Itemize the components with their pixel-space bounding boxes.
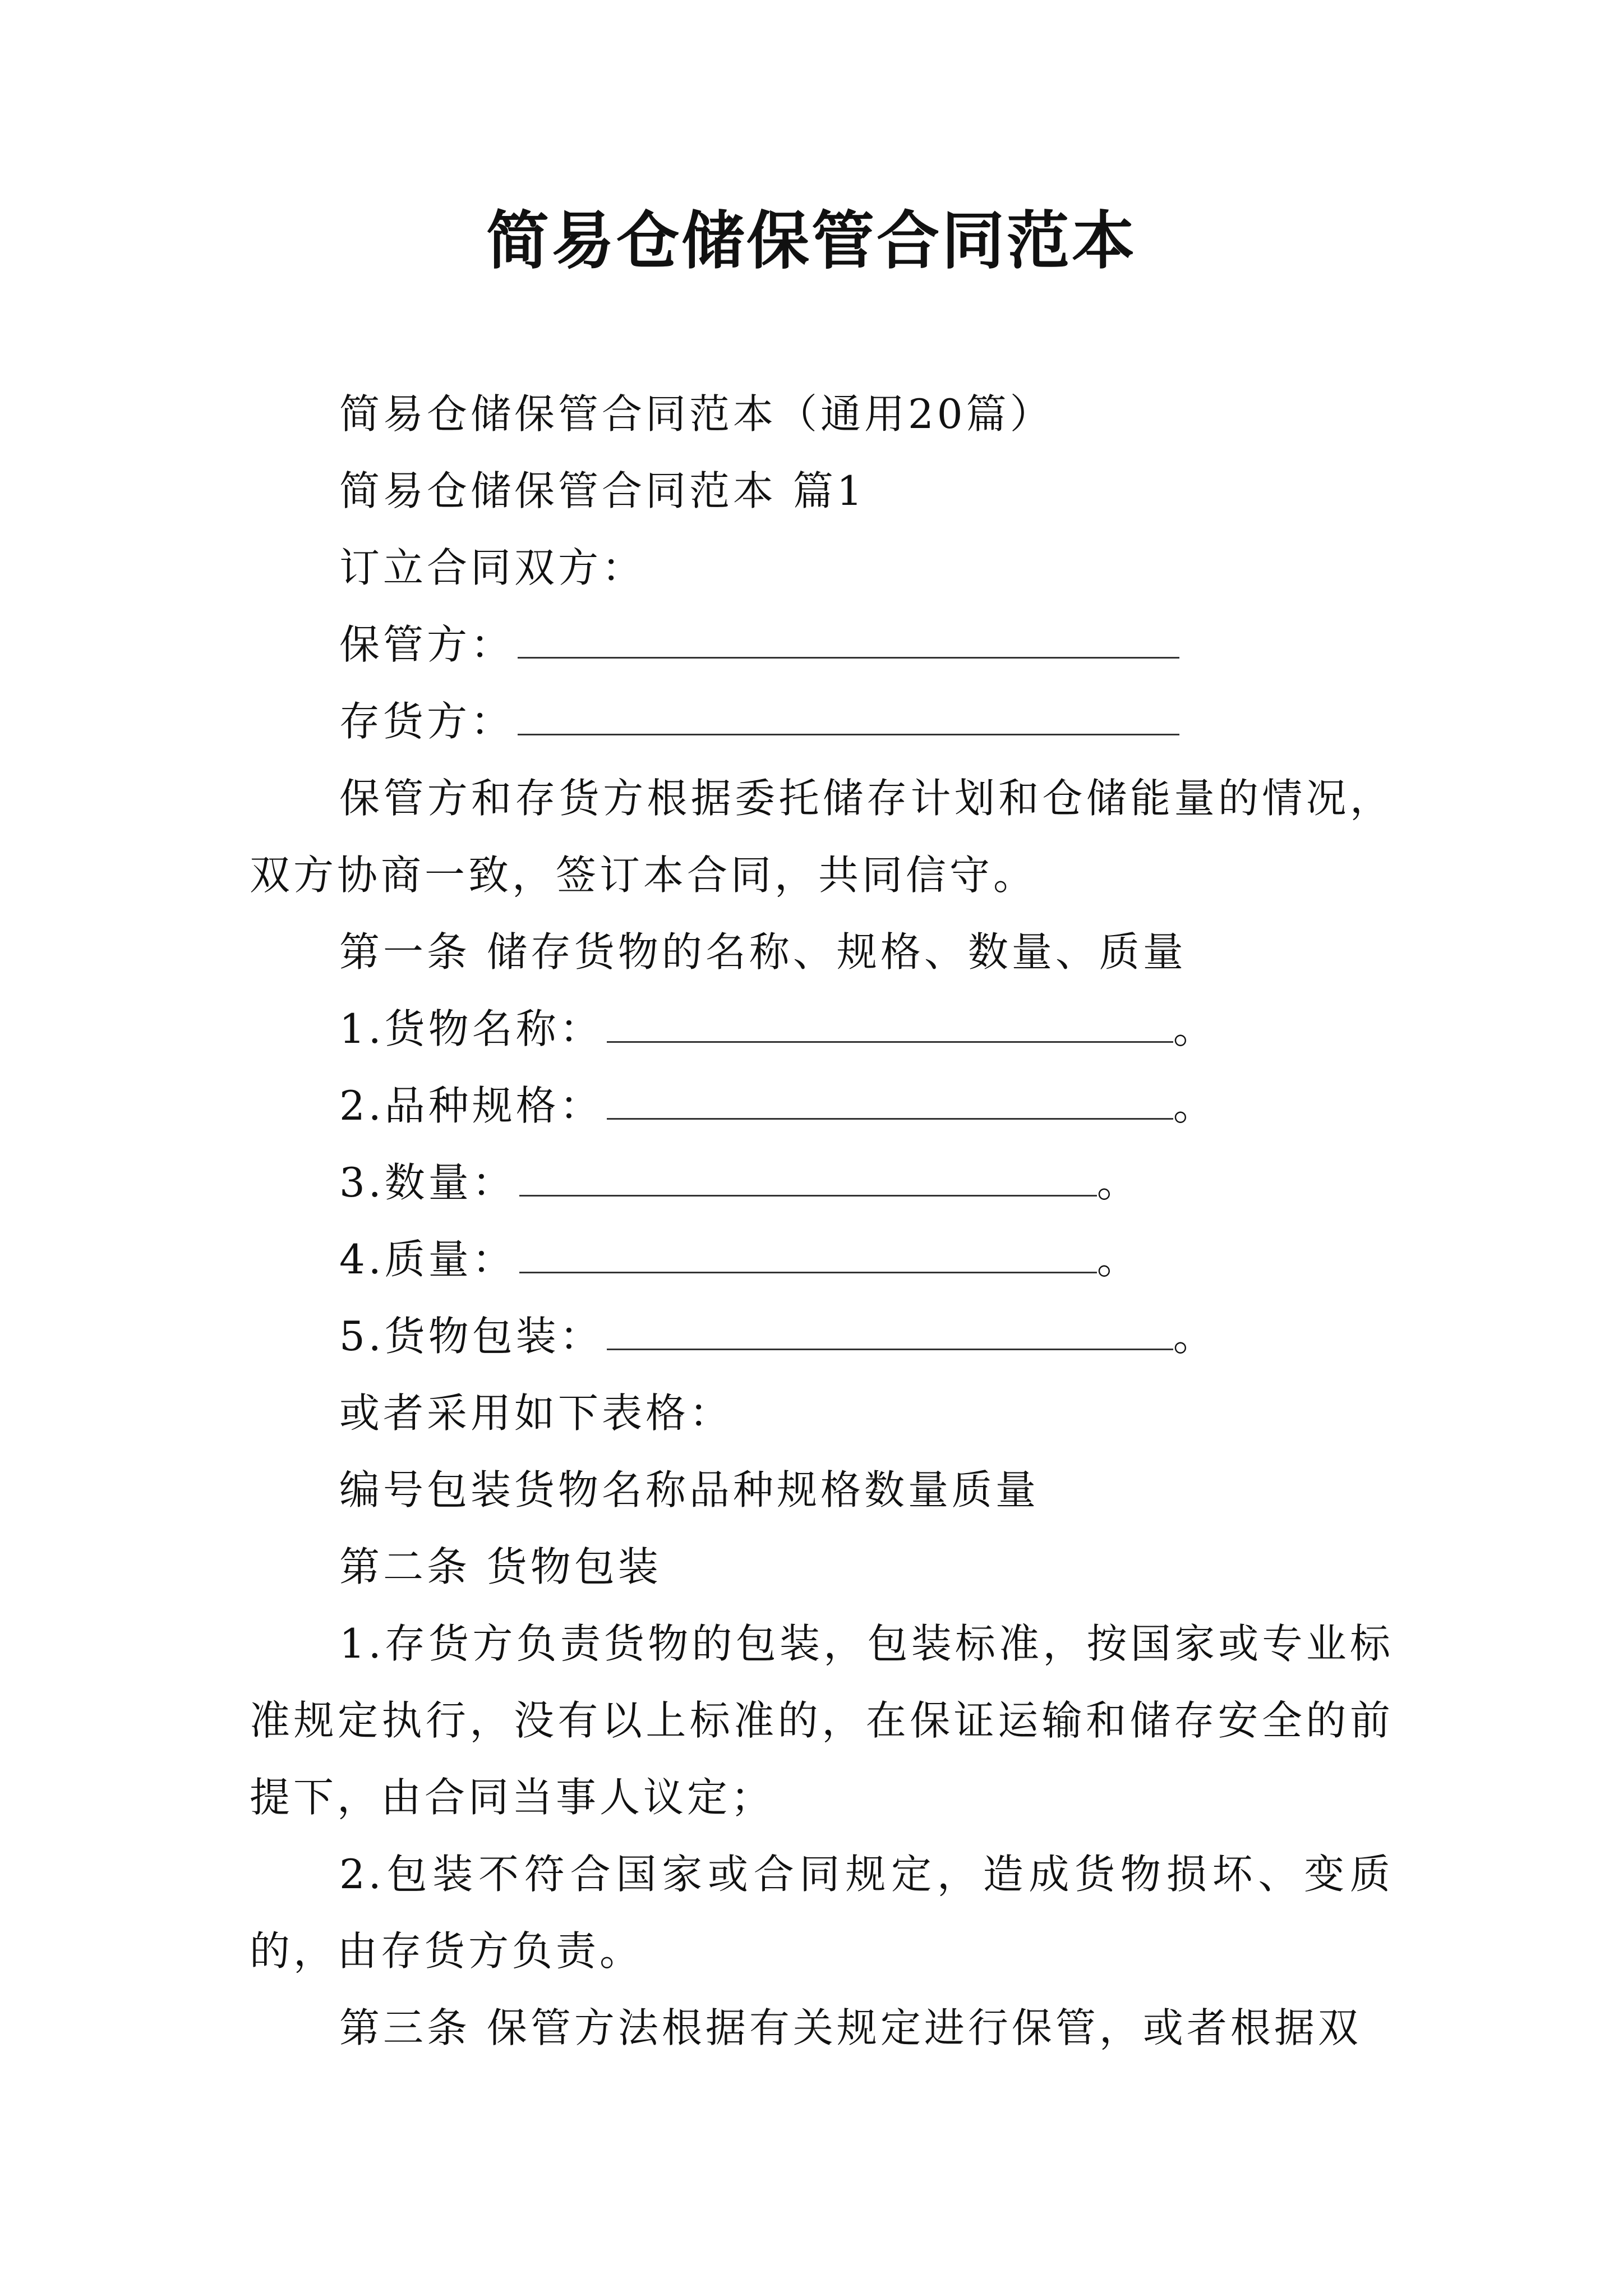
preamble-paragraph: 保管方和存货方根据委托储存计划和仓储能量的情况，双方协商一致，签订本合同，共同信守。 xyxy=(250,775,1394,899)
document-title: 简易仓储保管合同范本 xyxy=(486,205,1137,278)
article-2-paragraph-2: 2.包装不符合国家或合同规定，造成货物损坏、变质的，由存货方负责。 xyxy=(250,1851,1394,1975)
item-4-period: 。 xyxy=(1096,1236,1141,1283)
item-3-period: 。 xyxy=(1096,1159,1141,1206)
custodian-label: 保管方： xyxy=(339,621,515,668)
item-1-period: 。 xyxy=(1173,1005,1217,1052)
item-5-blank xyxy=(607,1314,1173,1350)
item-1-line xyxy=(250,991,1394,1068)
item-2-label: 2.品种规格： xyxy=(339,1082,603,1129)
item-5-line xyxy=(250,1298,1394,1375)
item-3-blank xyxy=(519,1160,1097,1197)
item-4-label: 4.质量： xyxy=(339,1236,516,1283)
article-1-title: 第一条 储存货物的名称、规格、数量、质量 xyxy=(339,928,1187,976)
item-1-blank xyxy=(607,1006,1173,1043)
item-3-label: 3.数量： xyxy=(339,1159,516,1206)
section-heading: 简易仓储保管合同范本 篇1 xyxy=(339,467,866,514)
item-2-period: 。 xyxy=(1173,1082,1217,1129)
subtitle: 简易仓储保管合同范本（通用20篇） xyxy=(339,390,1054,438)
item-5-label: 5.货物包装： xyxy=(339,1313,603,1360)
table-intro: 或者采用如下表格： xyxy=(339,1389,734,1437)
article-2-title: 第二条 货物包装 xyxy=(339,1543,662,1590)
depositor-blank xyxy=(518,699,1179,735)
article-2-paragraph-1: 1.存货方负责货物的包装，包装标准，按国家或专业标准规定执行，没有以上标准的，在保证运输和储存安全的前提下，由合同当事人议定； xyxy=(250,1620,1394,1821)
item-1-label: 1.货物名称： xyxy=(339,1005,603,1052)
item-2-line xyxy=(250,1068,1394,1144)
custodian-blank xyxy=(518,622,1179,659)
item-2-blank xyxy=(607,1083,1173,1120)
table-header: 编号包装货物名称品种规格数量质量 xyxy=(339,1466,1040,1513)
document-body xyxy=(250,376,1394,2067)
item-4-blank xyxy=(519,1237,1097,1273)
article-3-start: 第三条 保管方法根据有关规定进行保管，或者根据双 xyxy=(339,2004,1362,2051)
item-3-line xyxy=(250,1144,1394,1221)
item-4-line xyxy=(250,1221,1394,1298)
depositor-label: 存货方： xyxy=(339,698,515,745)
item-5-period: 。 xyxy=(1173,1313,1217,1360)
custodian-line xyxy=(250,606,1394,683)
depositor-line xyxy=(250,683,1394,760)
parties-intro: 订立合同双方： xyxy=(339,544,646,591)
